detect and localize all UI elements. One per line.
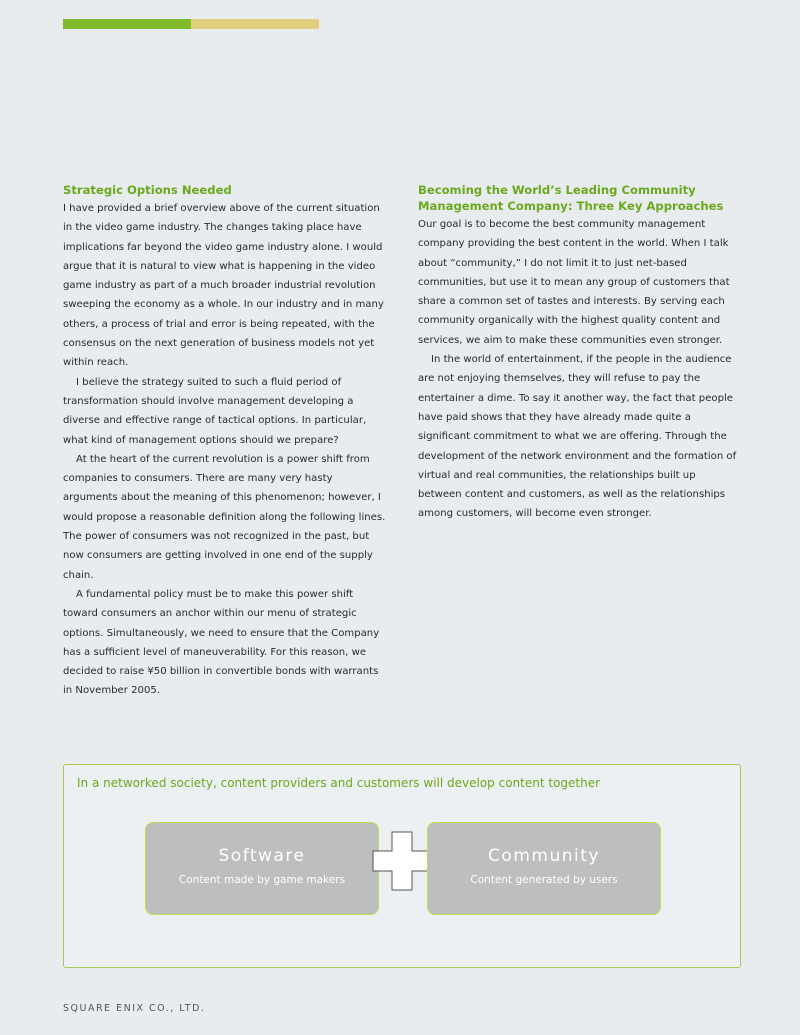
right-column bbox=[418, 182, 741, 524]
section-heading-strategic-options: Strategic Options Needed bbox=[63, 183, 232, 197]
community-card-subtitle: Content generated by users bbox=[470, 874, 618, 886]
diagram-box bbox=[63, 764, 741, 968]
software-card bbox=[145, 822, 379, 915]
paragraph: At the heart of the current revolution is a power shift from companies to consumers. There are many very hasty arguments about the meaning of this phenomenon; however, I would propose a reasonable definition along the following lines. The power of consumers was not recognized in the past, but now consumers are getting involved in one end of the supply chain. bbox=[63, 453, 386, 581]
section-heading-community-management: Becoming the World’s Leading Community Management Company: Three Key Approaches bbox=[418, 183, 724, 213]
paragraph: In the world of entertainment, if the people in the audience are not enjoying themselves, they will refuse to pay the entertainer a dime. To say it another way, the fact that people have paid shows that they have already made quite a significant commitment to what we are offering. Through the development of the network environment and the formation of virtual and real communities, the relationships built up between content and customers, as well as the relationships among customers, will become even stronger. bbox=[418, 354, 737, 520]
software-card-subtitle: Content made by game makers bbox=[178, 874, 346, 886]
community-card-title: Community bbox=[488, 846, 600, 866]
diagram-title: In a networked society, content providers and customers will develop content together bbox=[77, 776, 601, 790]
accent-bar-green bbox=[63, 19, 191, 29]
paragraph: Our goal is to become the best community management company providing the best content in the world. When I talk about “community,” I do not limit it to just net-based communities, but use it to mean any group of customers that share a common set of tastes and interests. By serving each community organically with the highest quality content and services, we aim to make these communities even stronger. bbox=[418, 219, 730, 346]
paragraph: A fundamental policy must be to make this power shift toward consumers an anchor within our menu of strategic options. Simultaneously, we need to ensure that the Company has a sufficient level of maneuverability. For this reason, we decided to raise ¥50 billion in convertible bonds with warrants in November 2005. bbox=[63, 588, 380, 697]
left-column bbox=[63, 182, 386, 701]
software-card-title: Software bbox=[218, 846, 306, 866]
footer-company-name: SQUARE ENIX CO., LTD. bbox=[63, 1003, 206, 1014]
accent-bar-yellow bbox=[191, 19, 319, 29]
paragraph: I believe the strategy suited to such a fluid period of transformation should involve management developing a diverse and effective range of tactical options. In particular, what kind of management options should we prepare? bbox=[63, 376, 367, 446]
paragraph: I have provided a brief overview above of the current situation in the video game industry. The changes taking place have implications far beyond the video game industry alone. I would argue that it is natural to view what is happening in the video game industry as part of a much broader industrial revolution sweeping the economy as a whole. In our industry and in many others, a process of trial and error is being repeated, with the consensus on the next generation of business models not yet within reach. bbox=[63, 203, 384, 369]
header-accent-bar bbox=[63, 19, 319, 29]
community-card bbox=[427, 822, 661, 915]
plus-icon bbox=[372, 831, 432, 891]
